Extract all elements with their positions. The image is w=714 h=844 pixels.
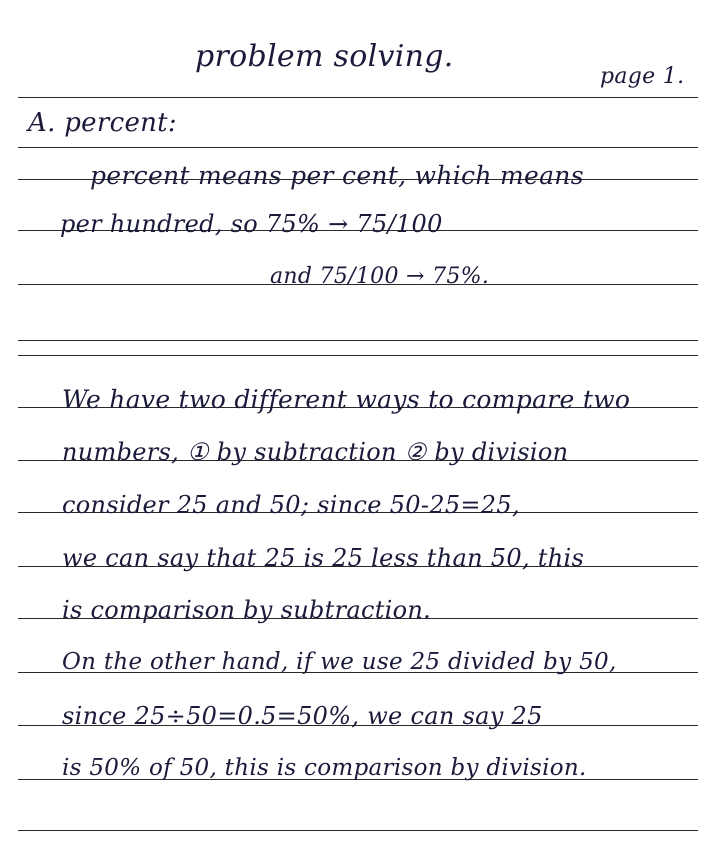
page-title: problem solving. (195, 39, 454, 74)
note-line: We have two different ways to compare two (62, 385, 631, 414)
note-line: since 25÷50=0.5=50%, we can say 25 (62, 702, 543, 730)
section-marker: A. (28, 108, 56, 138)
note-line: is 50% of 50, this is comparison by division. (62, 755, 587, 781)
ruled-line (18, 147, 698, 148)
note-line: On the other hand, if we use 25 divided by 50, (62, 649, 617, 675)
note-line: we can say that 25 is 25 less than 50, this (62, 544, 585, 572)
note-line: consider 25 and 50; since 50-25=25, (62, 491, 520, 519)
section-heading-text: percent: (64, 108, 177, 138)
note-line: per hundred, so 75% → 75/100 (60, 210, 443, 238)
page-number-label: page 1. (600, 64, 685, 89)
ruled-line (18, 97, 698, 98)
ruled-line (18, 830, 698, 831)
section-heading (28, 110, 177, 136)
note-line: and 75/100 → 75%. (270, 264, 490, 289)
ruled-line (18, 340, 698, 341)
ruled-line (18, 355, 698, 356)
note-line: percent means per cent, which means (90, 161, 584, 190)
note-line: is comparison by subtraction. (62, 596, 432, 624)
note-line: numbers, ① by subtraction ② by division (62, 438, 569, 466)
